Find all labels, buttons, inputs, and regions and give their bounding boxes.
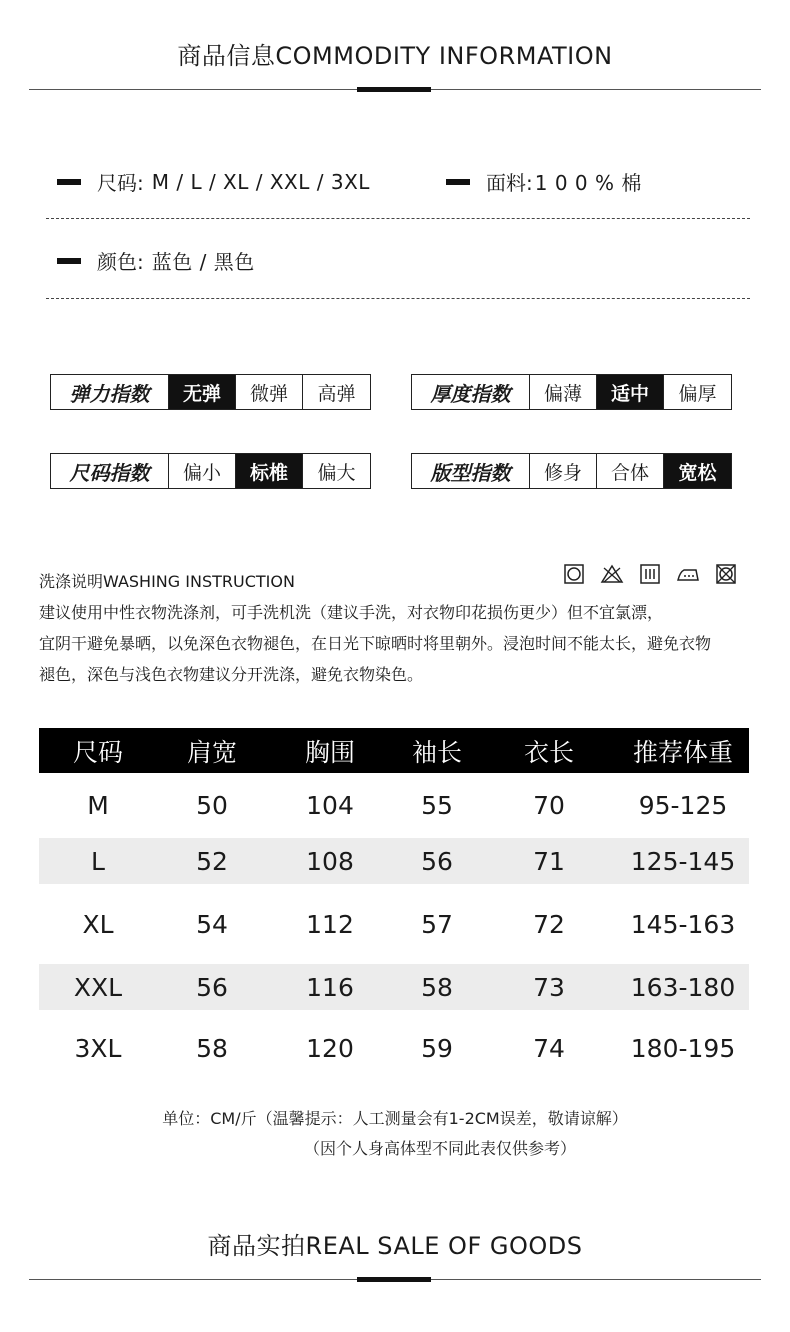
fit-option-regular: 合体 <box>597 454 664 488</box>
fit-option-loose: 宽松 <box>664 454 731 488</box>
table-cell: 58 <box>421 972 453 1002</box>
table-cell: 163-180 <box>630 972 736 1002</box>
size-label: 尺码: <box>97 171 144 195</box>
fit-index-title: 版型指数 <box>412 454 530 488</box>
size-table-header <box>39 728 749 773</box>
size-option-small: 偏小 <box>169 454 236 488</box>
elasticity-option-slight: 微弹 <box>236 375 303 409</box>
header-length: 衣长 <box>523 737 574 767</box>
fabric-label: 面料: <box>486 171 533 195</box>
table-cell: 3XL <box>74 1033 122 1063</box>
size-index-title: 尺码指数 <box>51 454 169 488</box>
bullet-dash-icon <box>57 258 81 264</box>
table-cell: 73 <box>533 972 565 1002</box>
table-cell: 50 <box>196 791 228 820</box>
table-cell: 57 <box>421 909 453 939</box>
header-chest: 胸围 <box>304 737 355 767</box>
table-cell: M <box>87 791 109 820</box>
disclaimer-note: （因个人身高体型不同此表仅供参考） <box>303 1139 576 1158</box>
size-index <box>50 453 371 489</box>
table-row <box>39 838 749 884</box>
header-size: 尺码 <box>72 737 123 767</box>
title-accent-bar <box>357 87 431 92</box>
table-row <box>39 964 749 1010</box>
fabric-spec <box>446 167 642 196</box>
no-tumble-dry-icon <box>714 563 738 585</box>
washing-icons <box>562 563 738 585</box>
thickness-index <box>411 374 732 410</box>
elasticity-option-high: 高弹 <box>317 382 356 405</box>
line-dry-icon <box>638 563 662 585</box>
header-weight: 推荐体重 <box>632 737 733 767</box>
table-cell: 52 <box>196 846 228 876</box>
washing-line: 建议使用中性衣物洗涤剂，可手洗机洗（建议手洗，对衣物印花损伤更少）但不宜氯漂， <box>39 603 664 622</box>
bullet-dash-icon <box>446 179 470 185</box>
table-cell: 55 <box>421 791 453 820</box>
fit-index <box>411 453 732 489</box>
color-value: 蓝色 / 黑色 <box>151 250 255 274</box>
table-cell: 70 <box>533 791 565 820</box>
bullet-dash-icon <box>57 179 81 185</box>
table-cell: XXL <box>73 972 123 1002</box>
size-option-standard: 标椎 <box>236 454 303 488</box>
table-cell: 71 <box>533 846 565 876</box>
table-cell: 56 <box>196 972 228 1002</box>
unit-note: 单位：CM/斤（温馨提示：人工测量会有1-2CM误差，敬请谅解） <box>162 1109 628 1128</box>
table-cell: 58 <box>196 1033 228 1063</box>
dashed-divider <box>46 298 750 299</box>
table-cell: 59 <box>421 1033 453 1063</box>
table-cell: 120 <box>306 1033 354 1063</box>
table-cell: 112 <box>306 909 354 939</box>
fabric-value: 1 0 0 % 棉 <box>534 171 642 195</box>
elasticity-option-none: 无弹 <box>169 375 236 409</box>
table-row <box>39 773 749 838</box>
table-cell: 180-195 <box>630 1033 736 1063</box>
commodity-info-title: 商品信息COMMODITY INFORMATION <box>177 42 613 70</box>
thickness-option-thin: 偏薄 <box>530 375 597 409</box>
washing-description <box>39 597 759 690</box>
table-cell: 74 <box>533 1033 565 1063</box>
table-cell: 125-145 <box>630 846 736 876</box>
table-cell: 116 <box>306 972 354 1002</box>
size-value: M / L / XL / XXL / 3XL <box>151 169 370 194</box>
elasticity-index-title: 弹力指数 <box>51 375 169 409</box>
size-option-large: 偏大 <box>317 461 356 484</box>
color-spec <box>57 246 255 275</box>
table-cell: L <box>91 846 105 876</box>
washing-line: 宜阴干避免暴晒，以免深色衣物褪色，在日光下晾晒时将里朝外。浸泡时间不能太长，避免衣物 <box>39 634 712 653</box>
table-row <box>39 884 749 964</box>
table-cell: 56 <box>421 846 453 876</box>
washing-line: 褪色，深色与浅色衣物建议分开洗涤，避免衣物染色。 <box>39 665 424 684</box>
thickness-option-medium: 适中 <box>597 375 664 409</box>
no-bleach-icon <box>600 563 624 585</box>
table-cell: 95-125 <box>638 791 728 820</box>
table-cell: 108 <box>306 846 354 876</box>
color-label: 颜色: <box>97 250 144 274</box>
washing-title: 洗涤说明WASHING INSTRUCTION <box>39 572 295 591</box>
size-table <box>39 728 749 1086</box>
size-spec <box>57 167 370 196</box>
fit-option-slim: 修身 <box>530 454 597 488</box>
title-accent-bar <box>357 1277 431 1282</box>
dry-clean-icon <box>562 563 586 585</box>
table-cell: 72 <box>533 909 565 939</box>
dashed-divider <box>46 218 750 219</box>
thickness-index-title: 厚度指数 <box>412 375 530 409</box>
table-cell: 145-163 <box>630 909 736 939</box>
real-sale-title: 商品实拍REAL SALE OF GOODS <box>207 1232 583 1260</box>
header-shoulder: 肩宽 <box>186 737 237 767</box>
iron-icon <box>676 563 700 585</box>
thickness-option-thick: 偏厚 <box>678 382 717 405</box>
table-cell: 54 <box>196 909 228 939</box>
table-cell: XL <box>82 909 114 939</box>
table-row <box>39 1010 749 1086</box>
header-sleeve: 袖长 <box>411 737 462 767</box>
table-cell: 104 <box>306 791 354 820</box>
elasticity-index <box>50 374 371 410</box>
